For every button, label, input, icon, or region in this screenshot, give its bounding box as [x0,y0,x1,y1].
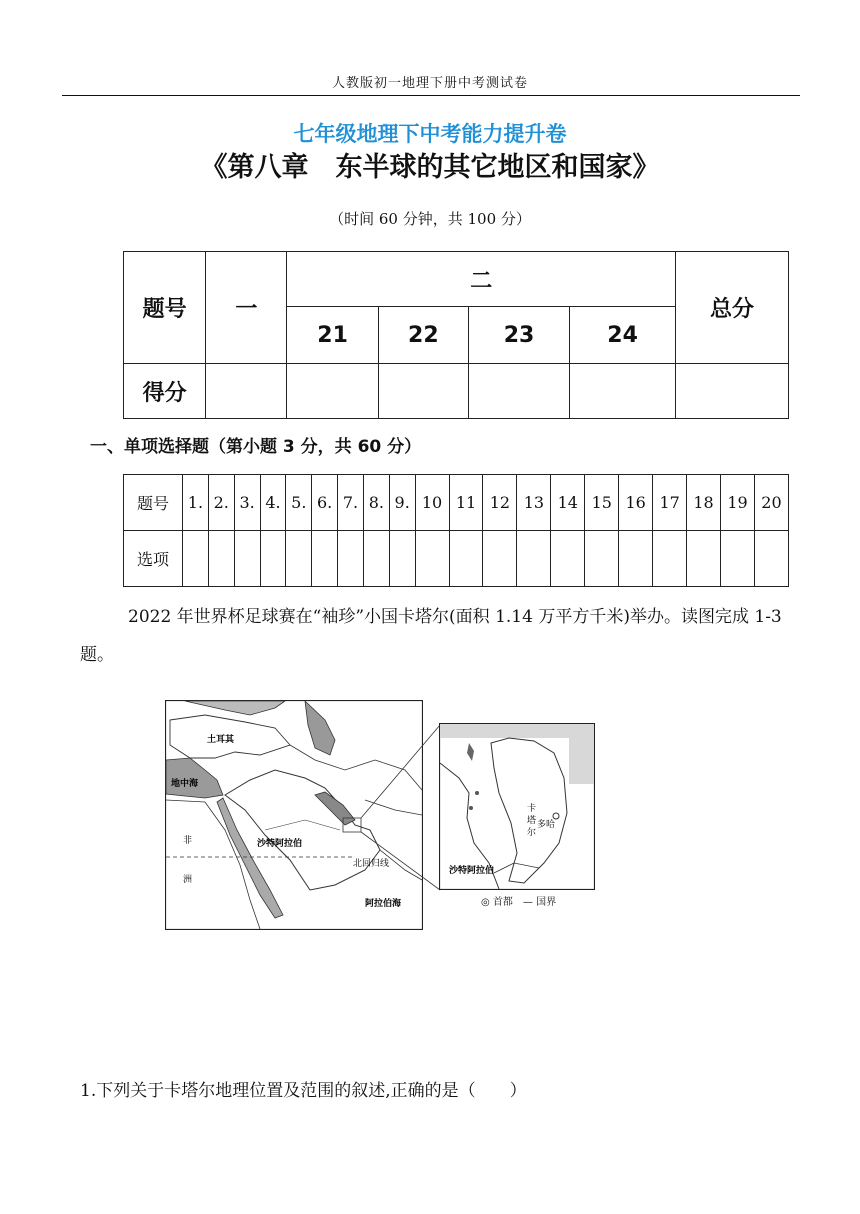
map-label-arabian-sea: 阿拉伯海 [365,899,402,909]
map-label-tropic: 北回归线 [353,859,390,869]
answer-number: 19 [721,475,755,531]
answer-cell[interactable] [312,531,338,587]
answer-cell[interactable] [517,531,551,587]
answer-number: 10 [415,475,449,531]
answer-number: 2. [208,475,234,531]
answer-cell[interactable] [415,531,449,587]
score-sub-24: 24 [570,307,676,364]
map-label-qatar-2: 塔 [527,816,537,826]
answer-number: 12 [483,475,517,531]
answer-number: 20 [754,475,788,531]
score-part1: 一 [206,252,287,364]
score-total: 总分 [676,252,789,364]
map-label-doha: 多哈 [537,820,556,830]
answer-cell[interactable] [183,531,209,587]
score-row-label-2: 得分 [124,364,206,419]
answer-cell[interactable] [619,531,653,587]
score-part2: 二 [287,252,676,307]
score-sub-23: 23 [468,307,569,364]
map-label-turkey: 土耳其 [207,735,235,745]
answer-number: 1. [183,475,209,531]
map-label-qatar-1: 卡 [527,804,537,814]
time-note: （时间 60 分钟，共 100 分） [329,210,531,228]
score-cell[interactable] [287,364,378,419]
qatar-inset-map [439,723,595,890]
answer-row-label: 选项 [124,531,183,587]
answer-cell[interactable] [286,531,312,587]
section-heading: 一、单项选择题（第小题 3 分，共 60 分） [90,437,422,457]
answer-cell[interactable] [551,531,585,587]
answer-number: 15 [585,475,619,531]
question-1: 1.下列关于卡塔尔地理位置及范围的叙述,正确的是（ ） [80,1081,527,1101]
answer-number: 11 [449,475,483,531]
answer-number: 16 [619,475,653,531]
answer-number: 7. [338,475,364,531]
answer-cell[interactable] [721,531,755,587]
score-cell[interactable] [676,364,789,419]
answer-cell[interactable] [363,531,389,587]
exam-title: 《第八章 东半球的其它地区和国家》 [200,152,660,183]
score-sub-21: 21 [287,307,378,364]
passage-text: 2022 年世界杯足球赛在“袖珍”小国卡塔尔(面积 1.14 万平方千米)举办。读图完成 1-3 题。 [80,607,782,665]
answer-cell[interactable] [653,531,687,587]
answer-number: 5. [286,475,312,531]
answer-cell[interactable] [449,531,483,587]
answer-number: 9. [389,475,415,531]
answer-number: 4. [260,475,286,531]
map-label-saudi: 沙特阿拉伯 [257,839,303,849]
map-label-saudi-inset: 沙特阿拉伯 [449,866,495,876]
map-label-qatar-3: 尔 [527,828,537,838]
answer-cell[interactable] [483,531,517,587]
map-label-africa-1: 非 [183,836,193,846]
answer-number: 13 [517,475,551,531]
score-row-label: 题号 [124,252,206,364]
answer-cell[interactable] [234,531,260,587]
answer-cell[interactable] [754,531,788,587]
answer-number: 18 [687,475,721,531]
answer-number: 8. [363,475,389,531]
score-cell[interactable] [468,364,569,419]
score-cell[interactable] [378,364,468,419]
score-cell[interactable] [570,364,676,419]
answer-cell[interactable] [260,531,286,587]
answer-number: 6. [312,475,338,531]
answer-cell[interactable] [338,531,364,587]
map-legend: ◎ 首都 — 国界 [481,897,557,908]
map-label-med: 地中海 [171,779,199,789]
answer-cell[interactable] [687,531,721,587]
answer-number: 14 [551,475,585,531]
header-series: 人教版初一地理下册中考测试卷 [331,76,528,91]
answer-cell[interactable] [208,531,234,587]
answer-row-label: 题号 [124,475,183,531]
answer-cell[interactable] [389,531,415,587]
score-sub-22: 22 [378,307,468,364]
score-table [123,251,789,419]
inset-connector [340,700,450,930]
answer-cell[interactable] [585,531,619,587]
header-rule [62,95,800,96]
score-cell[interactable] [206,364,287,419]
answer-number: 3. [234,475,260,531]
exam-subject: 七年级地理下中考能力提升卷 [293,122,567,146]
answer-number: 17 [653,475,687,531]
answer-table [123,474,789,587]
map-label-africa-2: 洲 [183,875,193,885]
